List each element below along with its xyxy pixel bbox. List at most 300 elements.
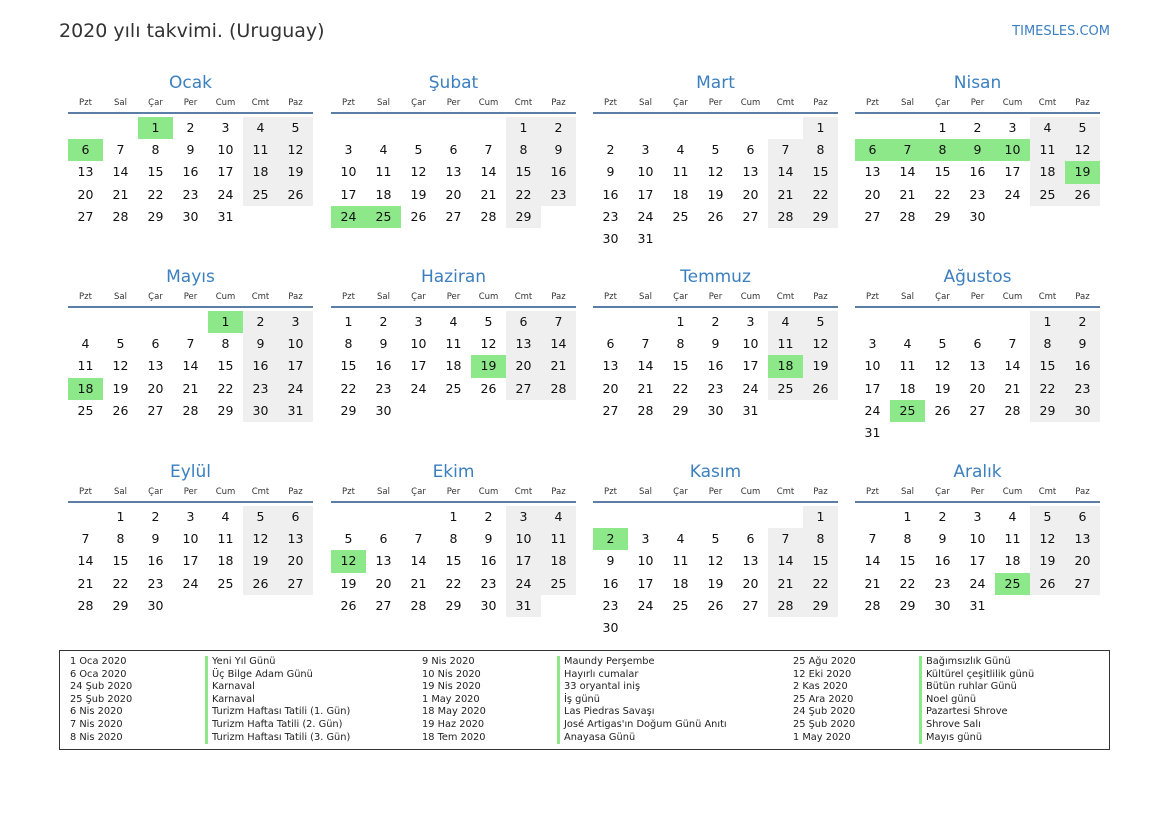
empty-cell (593, 311, 628, 333)
weekday-label: Cmt (1038, 292, 1057, 302)
day-cell: 24 (217, 186, 234, 202)
day-cell: 13 (602, 358, 619, 374)
day-cell: 11 (445, 336, 462, 352)
day-cell: 12 (243, 528, 278, 550)
empty-cell (733, 117, 768, 139)
day-cell: 18 (1004, 553, 1021, 569)
day-cell: 9 (960, 139, 995, 161)
day-cell: 10 (995, 139, 1030, 161)
month-calendar (855, 266, 1100, 444)
month-calendar (593, 461, 838, 639)
day-cell: 15 (340, 358, 357, 374)
week-row (331, 400, 576, 422)
empty-cell (803, 400, 838, 422)
weekday-label: Cmt (1038, 98, 1057, 108)
day-cell: 15 (899, 553, 916, 569)
day-cell: 8 (803, 139, 838, 161)
week-row (68, 400, 313, 422)
weekday-label: Çar (935, 292, 950, 302)
day-cell: 14 (899, 164, 916, 180)
day-cell: 3 (506, 506, 541, 528)
month-calendar (593, 72, 838, 250)
day-cell: 1 (938, 120, 947, 135)
weekday-header (855, 485, 1100, 503)
weekday-label: Per (708, 98, 723, 108)
day-cell: 24 (331, 206, 366, 228)
day-cell: 22 (506, 184, 541, 206)
day-cell: 31 (637, 230, 654, 246)
day-cell: 5 (484, 314, 493, 329)
holiday-name: 33 oryantal iniş (557, 681, 727, 694)
day-cell: 28 (768, 595, 803, 617)
week-row (855, 378, 1100, 400)
day-cell: 20 (1065, 550, 1100, 572)
day-cell: 10 (217, 142, 234, 158)
day-cell: 26 (707, 597, 724, 613)
day-cell: 19 (112, 380, 129, 396)
weekday-label: Pzt (604, 292, 617, 302)
weekday-label: Çar (148, 487, 163, 497)
day-cell: 18 (217, 553, 234, 569)
day-cell: 3 (344, 142, 353, 158)
weekday-label: Cum (478, 292, 499, 302)
empty-cell (331, 506, 366, 528)
day-cell: 15 (506, 161, 541, 183)
day-cell: 5 (1030, 506, 1065, 528)
day-cell: 20 (742, 575, 759, 591)
day-cell: 9 (606, 553, 615, 569)
empty-cell (890, 422, 925, 444)
day-cell: 22 (1030, 378, 1065, 400)
weekday-label: Cum (215, 98, 236, 108)
weekday-label: Cmt (776, 98, 795, 108)
day-cell: 3 (414, 314, 423, 329)
day-cell: 5 (116, 336, 125, 352)
day-cell: 11 (243, 139, 278, 161)
empty-cell (471, 117, 506, 139)
week-row (855, 400, 1100, 422)
empty-cell (103, 311, 138, 333)
holiday-column (70, 656, 132, 744)
day-cell: 23 (182, 186, 199, 202)
weekday-label: Sal (377, 292, 390, 302)
day-cell: 22 (934, 186, 951, 202)
month-name: Ekim (432, 462, 475, 482)
day-cell: 1 (676, 314, 685, 329)
day-cell: 20 (445, 186, 462, 202)
day-cell: 30 (1065, 400, 1100, 422)
month-name: Temmuz (680, 267, 751, 287)
holiday-name: Karnaval (205, 681, 350, 694)
day-cell: 6 (151, 336, 160, 352)
day-cell: 12 (278, 139, 313, 161)
holiday-name: Maundy Perşembe (557, 656, 727, 669)
weekday-label: Pzt (342, 487, 355, 497)
day-cell: 24 (637, 208, 654, 224)
day-cell: 29 (506, 206, 541, 228)
day-cell: 6 (68, 139, 103, 161)
week-row (593, 617, 838, 639)
holiday-name: Turizm Haftası Tatili (3. Gün) (205, 732, 350, 745)
empty-cell (173, 311, 208, 333)
weekday-label: Çar (673, 292, 688, 302)
weekday-label: Per (183, 487, 198, 497)
weekday-label: Cum (740, 292, 761, 302)
day-cell: 14 (768, 550, 803, 572)
weekday-label: Pzt (342, 292, 355, 302)
holiday-name: Turizm Haftası Tatili (1. Gün) (205, 706, 350, 719)
week-row (331, 550, 576, 572)
site-logo[interactable]: TIMESLES.COM (1012, 24, 1110, 39)
holiday-name: José Artigas'ın Doğum Günü Anıtı (557, 719, 727, 732)
empty-cell (768, 506, 803, 528)
holiday-date: 10 Nis 2020 (422, 668, 481, 680)
empty-cell (628, 506, 663, 528)
day-cell: 1 (1030, 311, 1065, 333)
weekday-label: Sal (377, 487, 390, 497)
empty-cell (68, 506, 103, 528)
holiday-name: Turizm Hafta Tatili (2. Gün) (205, 719, 350, 732)
holiday-date: 6 Nis 2020 (70, 706, 123, 718)
day-cell: 28 (899, 208, 916, 224)
day-cell: 7 (641, 336, 650, 352)
weekday-label: Per (970, 98, 985, 108)
empty-cell (733, 228, 768, 250)
week-row (593, 506, 838, 528)
day-cell: 10 (637, 164, 654, 180)
day-cell: 14 (182, 358, 199, 374)
day-cell: 20 (506, 355, 541, 377)
day-cell: 7 (186, 336, 195, 352)
week-row (68, 161, 313, 183)
week-row (855, 206, 1100, 228)
holiday-list (59, 650, 1110, 750)
day-cell: 23 (969, 186, 986, 202)
week-row (855, 333, 1100, 355)
empty-cell (1030, 206, 1065, 228)
day-cell: 10 (410, 336, 427, 352)
day-cell: 21 (864, 575, 881, 591)
day-cell: 1 (506, 117, 541, 139)
empty-cell (925, 311, 960, 333)
day-cell: 26 (1065, 184, 1100, 206)
day-cell: 21 (77, 575, 94, 591)
day-cell: 11 (768, 333, 803, 355)
month-calendar (68, 266, 313, 422)
day-cell: 29 (217, 402, 234, 418)
week-row (331, 333, 576, 355)
day-cell: 12 (1065, 139, 1100, 161)
day-cell: 20 (147, 380, 164, 396)
day-cell: 16 (602, 186, 619, 202)
day-cell: 10 (864, 358, 881, 374)
day-cell: 30 (147, 597, 164, 613)
day-cell: 16 (707, 358, 724, 374)
day-cell: 5 (711, 142, 720, 158)
day-cell: 19 (803, 355, 838, 377)
day-cell: 5 (803, 311, 838, 333)
day-cell: 25 (366, 206, 401, 228)
day-cell: 18 (68, 378, 103, 400)
week-row (855, 161, 1100, 183)
weekday-label: Pzt (342, 98, 355, 108)
day-cell: 5 (344, 531, 353, 547)
weekday-label: Sal (114, 292, 127, 302)
day-cell: 9 (541, 139, 576, 161)
day-cell: 10 (637, 553, 654, 569)
weekday-label: Per (708, 487, 723, 497)
weekday-label: Sal (639, 98, 652, 108)
day-cell: 25 (768, 378, 803, 400)
day-cell: 27 (278, 573, 313, 595)
weekday-header (855, 96, 1100, 114)
week-row (331, 595, 576, 617)
weekday-label: Pzt (79, 487, 92, 497)
day-cell: 6 (746, 531, 755, 547)
empty-cell (663, 506, 698, 528)
day-cell: 28 (864, 597, 881, 613)
day-cell: 27 (375, 597, 392, 613)
holiday-date: 18 Tem 2020 (422, 731, 486, 743)
day-cell: 6 (973, 336, 982, 352)
empty-cell (1065, 595, 1100, 617)
day-cell: 11 (77, 358, 94, 374)
holiday-date: 6 Oca 2020 (70, 668, 127, 680)
empty-cell (401, 117, 436, 139)
empty-cell (768, 617, 803, 639)
day-cell: 8 (344, 336, 353, 352)
weekday-label: Per (183, 98, 198, 108)
day-cell: 26 (803, 378, 838, 400)
day-cell: 2 (606, 142, 615, 158)
day-cell: 28 (112, 208, 129, 224)
day-cell: 24 (742, 380, 759, 396)
day-cell: 23 (480, 575, 497, 591)
day-cell: 13 (969, 358, 986, 374)
day-cell: 31 (217, 208, 234, 224)
day-cell: 1 (803, 506, 838, 528)
day-cell: 10 (742, 336, 759, 352)
day-cell: 18 (1030, 161, 1065, 183)
day-cell: 6 (506, 311, 541, 333)
day-cell: 13 (864, 164, 881, 180)
week-row (593, 139, 838, 161)
day-cell: 26 (243, 573, 278, 595)
day-cell: 15 (445, 553, 462, 569)
empty-cell (331, 117, 366, 139)
week-row (593, 400, 838, 422)
day-cell: 1 (903, 509, 912, 524)
weekday-label: Pzt (866, 98, 879, 108)
holiday-name: İş günü (557, 694, 727, 707)
day-cell: 25 (217, 575, 234, 591)
day-cell: 3 (868, 336, 877, 352)
weekday-header (855, 290, 1100, 308)
day-cell: 26 (340, 597, 357, 613)
day-cell: 27 (602, 402, 619, 418)
day-cell: 25 (1030, 184, 1065, 206)
weekday-label: Per (183, 292, 198, 302)
day-cell: 4 (676, 142, 685, 158)
day-cell: 23 (243, 378, 278, 400)
day-cell: 2 (541, 117, 576, 139)
day-cell: 26 (278, 184, 313, 206)
day-cell: 30 (969, 208, 986, 224)
week-row (855, 550, 1100, 572)
day-cell: 9 (484, 531, 493, 547)
empty-cell (541, 206, 576, 228)
day-cell: 13 (742, 553, 759, 569)
weekday-label: Paz (813, 292, 828, 302)
empty-cell (698, 117, 733, 139)
day-cell: 23 (602, 597, 619, 613)
empty-cell (1030, 595, 1065, 617)
day-cell: 15 (112, 553, 129, 569)
day-cell: 19 (1065, 161, 1100, 183)
day-cell: 8 (116, 531, 125, 547)
week-row (855, 506, 1100, 528)
day-cell: 24 (506, 573, 541, 595)
empty-cell (768, 400, 803, 422)
empty-cell (278, 595, 313, 617)
weekday-label: Paz (1075, 292, 1090, 302)
weekday-label: Pzt (79, 292, 92, 302)
empty-cell (471, 400, 506, 422)
day-cell: 21 (410, 575, 427, 591)
day-cell: 2 (593, 528, 628, 550)
month-name: Nisan (953, 73, 1002, 93)
month-calendar (855, 461, 1100, 617)
day-cell: 17 (182, 553, 199, 569)
day-cell: 22 (147, 186, 164, 202)
day-cell: 19 (243, 550, 278, 572)
weekday-label: Sal (377, 98, 390, 108)
holiday-date: 9 Nis 2020 (422, 656, 475, 667)
weekday-label: Cum (1002, 487, 1023, 497)
weekday-label: Çar (148, 292, 163, 302)
day-cell: 29 (803, 595, 838, 617)
empty-cell (1065, 422, 1100, 444)
weekday-label: Sal (114, 487, 127, 497)
empty-cell (855, 117, 890, 139)
weekday-header (593, 290, 838, 308)
day-cell: 4 (541, 506, 576, 528)
day-cell: 25 (77, 402, 94, 418)
weekday-label: Sal (639, 292, 652, 302)
empty-cell (733, 506, 768, 528)
day-cell: 17 (506, 550, 541, 572)
empty-cell (890, 117, 925, 139)
day-cell: 15 (1030, 355, 1065, 377)
month-name: Mart (696, 73, 735, 93)
empty-cell (733, 617, 768, 639)
day-cell: 20 (77, 186, 94, 202)
day-cell: 9 (186, 142, 195, 158)
week-row (593, 378, 838, 400)
day-cell: 27 (147, 402, 164, 418)
day-cell: 20 (864, 186, 881, 202)
day-cell: 8 (221, 336, 230, 352)
week-row (331, 355, 576, 377)
week-row (593, 228, 838, 250)
empty-cell (925, 422, 960, 444)
day-cell: 14 (77, 553, 94, 569)
day-cell: 25 (541, 573, 576, 595)
week-row (593, 117, 838, 139)
weekday-label: Cmt (776, 487, 795, 497)
weekday-label: Pzt (79, 98, 92, 108)
week-row (68, 595, 313, 617)
week-row (855, 422, 1100, 444)
empty-cell (890, 311, 925, 333)
holiday-name: Kültürel çeşitlilik günü (919, 669, 1034, 682)
day-cell: 2 (484, 509, 493, 524)
holiday-date: 25 Ağu 2020 (793, 656, 856, 667)
holiday-name: Shrove Salı (919, 719, 1034, 732)
day-cell: 24 (410, 380, 427, 396)
day-cell: 30 (480, 597, 497, 613)
holiday-name: Yeni Yıl Günü (205, 656, 350, 669)
weekday-label: Cum (1002, 292, 1023, 302)
holiday-name: Bütün ruhlar Günü (919, 681, 1034, 694)
day-cell: 25 (890, 400, 925, 422)
day-cell: 16 (147, 553, 164, 569)
holiday-column (919, 656, 1034, 744)
week-row (68, 311, 313, 333)
weekday-label: Sal (114, 98, 127, 108)
empty-cell (506, 400, 541, 422)
empty-cell (663, 617, 698, 639)
holiday-name: Hayırlı cumalar (557, 669, 727, 682)
day-cell: 23 (1065, 378, 1100, 400)
week-row (593, 161, 838, 183)
week-row (331, 506, 576, 528)
empty-cell (995, 206, 1030, 228)
day-cell: 10 (182, 531, 199, 547)
empty-cell (698, 506, 733, 528)
day-cell: 14 (480, 164, 497, 180)
day-cell: 20 (278, 550, 313, 572)
weekday-label: Cum (740, 487, 761, 497)
day-cell: 7 (868, 531, 877, 547)
week-row (331, 378, 576, 400)
day-cell: 1 (449, 509, 458, 524)
week-row (68, 550, 313, 572)
day-cell: 12 (707, 553, 724, 569)
empty-cell (803, 617, 838, 639)
day-cell: 26 (480, 380, 497, 396)
day-cell: 5 (414, 142, 423, 158)
weekday-label: Paz (551, 98, 566, 108)
weekday-label: Paz (288, 98, 303, 108)
day-cell: 17 (864, 380, 881, 396)
week-row (331, 206, 576, 228)
day-cell: 9 (938, 531, 947, 547)
weekday-label: Paz (551, 292, 566, 302)
empty-cell (855, 311, 890, 333)
day-cell: 3 (641, 142, 650, 158)
day-cell: 12 (410, 164, 427, 180)
week-row (331, 311, 576, 333)
weekday-label: Sal (901, 292, 914, 302)
week-row (593, 311, 838, 333)
week-row (593, 206, 838, 228)
day-cell: 24 (637, 597, 654, 613)
day-cell: 7 (768, 139, 803, 161)
day-cell: 28 (480, 208, 497, 224)
day-cell: 6 (855, 139, 890, 161)
day-cell: 27 (864, 208, 881, 224)
